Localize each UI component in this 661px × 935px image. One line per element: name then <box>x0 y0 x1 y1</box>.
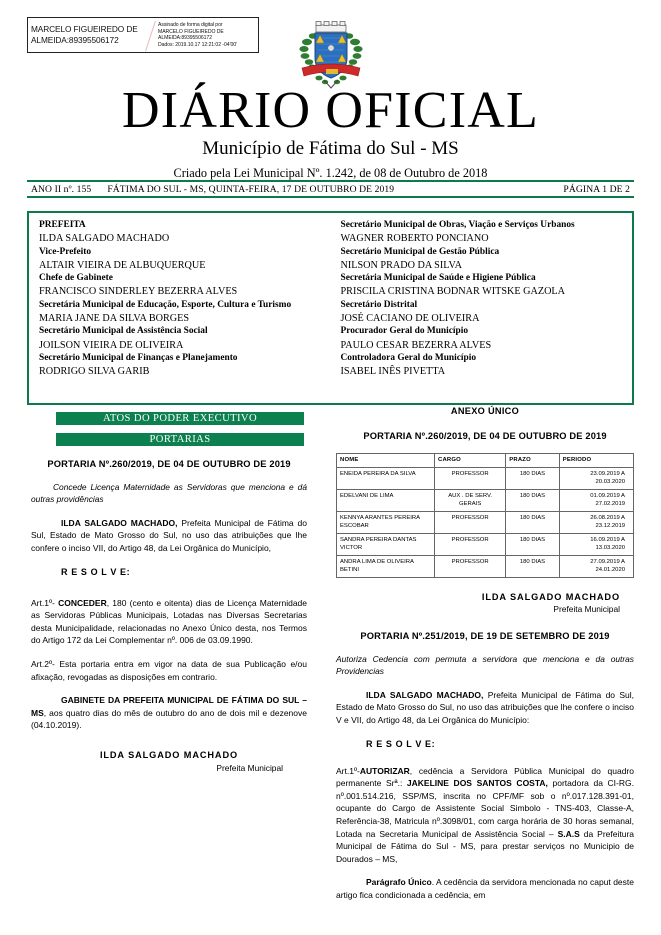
cell-prazo: 180 DIAS <box>506 490 559 512</box>
cell-cargo: PROFESSOR <box>435 534 506 556</box>
portaria-251-title: PORTARIA Nº.251/2019, DE 19 DE SETEMBRO DE 2019 <box>360 631 610 641</box>
table-header-row <box>337 454 634 468</box>
officials-column-right <box>331 219 633 403</box>
portaria-260-preamble <box>31 517 307 555</box>
official-person: NILSON PRADO DA SILVA <box>340 259 462 271</box>
art1-servant-name: JAKELINE DOS SANTOS COSTA, <box>406 778 548 789</box>
signature-detail-line-3: ALMEIDA:89395506172 <box>158 35 212 42</box>
signature-holder-name <box>28 18 156 52</box>
art1-text: , 180 (cento e oitenta) dias de Licença Maternidade as Servidoras Públicas Municipais, Lotadas nas Diversas Secretarias desta Municipalidade, relacionadas no Anexo Único desta, nos Termos do Artigo 172 da Lei Complementar nº. 006 de 03.09.1990. <box>31 597 307 646</box>
portaria-260-art2: Art.2º- Esta portaria entra em vigor na data de sua Publicação e/ou afixação, revogadas as disposições em contrario. <box>31 658 307 682</box>
art1-verb: AUTORIZAR <box>359 765 410 776</box>
official-person: RODRIGO SILVA GARIB <box>39 366 150 378</box>
table-row <box>337 490 634 512</box>
official-role: Secretário Municipal de Finanças e Planejamento <box>39 353 238 364</box>
official-person: JOSÉ CACIANO DE OLIVEIRA <box>340 313 480 325</box>
page-title: DIÁRIO OFICIAL <box>122 82 539 139</box>
content-column-left <box>31 458 307 773</box>
municipal-coat-of-arms-icon <box>296 18 366 90</box>
portaria-260-signer: ILDA SALGADO MACHADO <box>99 749 239 760</box>
header-rule-bottom <box>27 196 634 198</box>
paragrafo-unico-text: . A cedência da servidora mencionada no caput deste artigo fica condicionada a cedência, em <box>336 877 634 900</box>
art1-prefix: Art.1º- <box>31 597 59 608</box>
preamble-text: Prefeita Municipal de Fátima do Sul, Estado de Mato Grosso do Sul, no uso das atribuições que lhe confere o inciso V e VII, do Artigo 48, da Lei Orgânica do Município: <box>336 689 634 725</box>
signature-name-line-1: MARCELO FIGUEIREDO DE <box>31 24 138 34</box>
cell-prazo: 180 DIAS <box>506 512 559 534</box>
preamble-text: Prefeita Municipal de Fátima do Sul, Estado de Mato Grosso do Sul, no uso das atribuições que lhe confere o inciso VII, do Artigo 48, da Lei Orgânica do Município, <box>31 517 307 553</box>
anexo-portaria-reference: PORTARIA Nº.260/2019, DE 04 DE OUTUBRO DE 2019 <box>363 431 607 441</box>
anexo-table <box>336 453 634 578</box>
page-number: PÁGINA 1 DE 2 <box>563 183 630 195</box>
portaria-260-ementa: Concede Licença Maternidade as Servidoras que menciona e dá outras providências <box>31 482 307 505</box>
table-row <box>337 556 634 578</box>
art1-tail: da Prefeitura Municipal de Fátima do Sul - MS, para prestar serviços no Municipio de Dourados – MS, <box>336 828 635 864</box>
table-header-cargo: CARGO <box>435 454 506 468</box>
masthead-subtitle: Município de Fátima do Sul - MS <box>202 138 459 159</box>
official-person: JOILSON VIEIRA DE OLIVEIRA <box>39 339 184 351</box>
gabinete-text: , aos quatro dias do mês de outubro do ano de dois mil e dezenove (04.10.2019). <box>31 707 307 731</box>
official-person: ISABEL INÊS PIVETTA <box>340 366 446 378</box>
cell-prazo: 180 DIAS <box>506 534 559 556</box>
portaria-251-resolve: R E S O L V E: <box>366 738 436 749</box>
table-header-periodo: PERIODO <box>559 454 633 468</box>
cell-nome: SANDRA PEREIRA DANTAS VICTOR <box>337 534 435 556</box>
cell-nome: KENNYA ARANTES PEREIRA ESCOBAR <box>337 512 435 534</box>
officials-column-left <box>29 219 331 403</box>
portaria-251-paragrafo-unico <box>336 876 634 901</box>
official-role: Chefe de Gabinete <box>39 273 113 284</box>
official-role: Secretária Municipal de Educação, Esporte, Cultura e Turismo <box>39 299 292 310</box>
table-row <box>337 512 634 534</box>
portaria-260-title: PORTARIA Nº.260/2019, DE 04 DE OUTUBRO DE 2019 <box>47 459 291 469</box>
gabinete-label: GABINETE DA PREFEITA MUNICIPAL DE FÁTIMA DO SUL – MS <box>31 695 307 718</box>
digital-signature-stamp <box>27 17 259 53</box>
cell-cargo: AUX . DE SERV. GERAIS <box>435 490 506 512</box>
cell-periodo: 16.09.2019 A 13.03.2020 <box>559 534 633 556</box>
official-role: Vice-Prefeito <box>39 246 92 257</box>
official-role: Secretário Municipal de Gestão Pública <box>340 246 500 257</box>
official-person: ALTAIR VIEIRA DE ALBUQUERQUE <box>39 259 206 271</box>
content-column-right <box>336 405 634 902</box>
official-role: Secretária Municipal de Saúde e Higiene Pública <box>340 273 536 284</box>
art1-text: portadora da CI-RG. nº.001.514.216, SSP/MS, inscrita no CPF/MF sob o nº.017.128.391-01, ocupante do Cargo de Assistente Social Simbolo - TNS-403, Classe-A, Referência-38, Matricula nº.3098/01, com carga horária de 30 horas semanal, Lotada na Secretaria Municipal de Assistência Social – <box>336 778 634 839</box>
cell-prazo: 180 DIAS <box>506 556 559 578</box>
official-person: ILDA SALGADO MACHADO <box>39 233 170 245</box>
official-role: Controladora Geral do Município <box>340 353 477 364</box>
masthead-law-line: Criado pela Lei Municipal Nº. 1.242, de 08 de Outubro de 2018 <box>173 166 488 180</box>
portaria-251-ementa: Autoriza Cedencia com permuta a servidora que menciona e da outras Providencias <box>336 654 634 677</box>
signature-name-line-2: ALMEIDA:89395506172 <box>31 35 119 45</box>
cell-nome: ANDRA LIMA DE OLIVEIRA BETINI <box>337 556 435 578</box>
anexo-signer-role: Prefeita Municipal <box>553 604 620 614</box>
cell-periodo: 23.09.2019 A 20.03.2020 <box>559 468 633 490</box>
masthead <box>0 84 661 181</box>
edition-number: ANO II nº. 155 <box>31 183 92 195</box>
table-header-prazo: PRAZO <box>506 454 559 468</box>
section-banner-atos: ATOS DO PODER EXECUTIVO <box>56 412 304 425</box>
portaria-251-art1 <box>336 765 634 866</box>
anexo-signer: ILDA SALGADO MACHADO <box>481 592 620 602</box>
art1-prefix: Art.1º- <box>336 765 360 776</box>
signature-detail-line-4: Dados: 2019.10.17 12:21:02 -04'00' <box>158 41 237 48</box>
portaria-260-art1 <box>31 597 307 647</box>
cell-cargo: PROFESSOR <box>435 468 506 490</box>
official-person: MARIA JANE DA SILVA BORGES <box>39 313 190 325</box>
preamble-signer-name: ILDA SALGADO MACHADO, <box>61 517 178 528</box>
section-banner-portarias: PORTARIAS <box>56 433 304 446</box>
signature-detail-line-2: MARCELO FIGUEIREDO DE <box>158 28 224 35</box>
portaria-260-gabinete <box>31 694 307 732</box>
official-person: WAGNER ROBERTO PONCIANO <box>340 233 489 245</box>
cell-periodo: 26.08.2019 A 23.12.2019 <box>559 512 633 534</box>
official-person: PRISCILA CRISTINA BODNAR WITSKE GAZOLA <box>340 286 566 298</box>
signature-details <box>156 18 258 52</box>
paragrafo-unico-label: Parágrafo Único <box>366 877 432 888</box>
official-role: Secretário Municipal de Assistência Social <box>39 326 208 337</box>
portaria-260-signer-role: Prefeita Municipal <box>216 762 283 773</box>
table-row <box>337 468 634 490</box>
anexo-unico-title: ANEXO ÚNICO <box>450 406 520 416</box>
cell-cargo: PROFESSOR <box>435 556 506 578</box>
cell-prazo: 180 DIAS <box>506 468 559 490</box>
edition-bar <box>27 182 634 196</box>
edition-place-date: FÁTIMA DO SUL - MS, QUINTA-FEIRA, 17 DE OUTUBRO DE 2019 <box>107 183 395 195</box>
portaria-260-resolve: R E S O L V E: <box>61 566 131 577</box>
cell-nome: ENEIDA PEREIRA DA SILVA <box>337 468 435 490</box>
art1-sas-label: S.A.S <box>557 828 580 839</box>
table-header-nome: NOME <box>337 454 435 468</box>
preamble-signer-name: ILDA SALGADO MACHADO, <box>366 689 484 700</box>
art1-mid: , cedência a Servidora Pública Municipal do quadro permanente Srª.: <box>336 765 634 789</box>
official-person: PAULO CESAR BEZERRA ALVES <box>340 339 492 351</box>
cell-nome: EDELVANI DE LIMA <box>337 490 435 512</box>
cell-periodo: 01.09.2019 A 27.02.2019 <box>559 490 633 512</box>
officials-box <box>27 211 634 405</box>
signature-detail-line-1: Assinado de forma digital por <box>158 22 223 28</box>
cell-periodo: 27.09.2019 A 24.01.2020 <box>559 556 633 578</box>
official-role: Secretário Distrital <box>340 299 418 310</box>
official-person: FRANCISCO SINDERLEY BEZERRA ALVES <box>39 286 238 298</box>
art1-verb: CONCEDER <box>58 597 107 608</box>
official-role: Procurador Geral do Município <box>340 326 469 337</box>
table-row <box>337 534 634 556</box>
portaria-251-preamble <box>336 689 634 727</box>
official-role: Secretário Municipal de Obras, Viação e Serviços Urbanos <box>340 220 575 230</box>
cell-cargo: PROFESSOR <box>435 512 506 534</box>
official-role: PREFEITA <box>39 220 86 230</box>
